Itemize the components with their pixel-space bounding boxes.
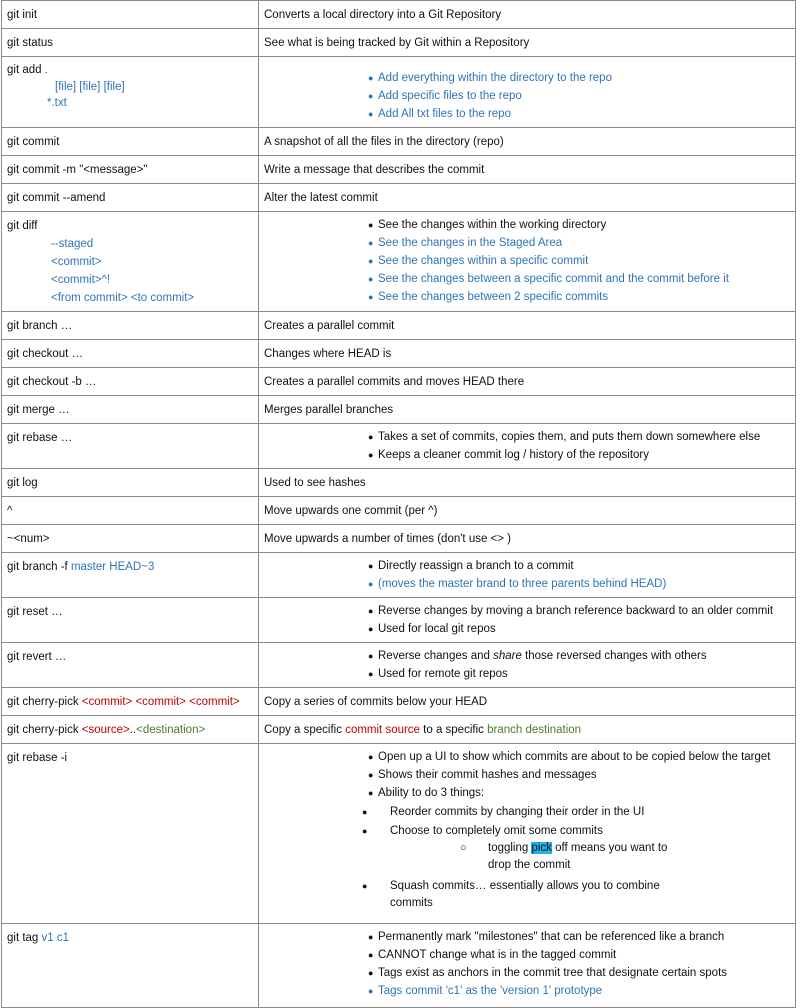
command-source: <source> [81,724,130,736]
command-destination: <destination> [136,724,206,736]
description-text: Converts a local directory into a Git Repository [264,9,502,21]
table-row [2,598,796,643]
table-row [2,497,796,525]
command-cell [2,688,259,716]
description-cell [259,29,796,57]
table-row [2,312,796,340]
description-cell [259,396,796,424]
command-text: git tag [7,932,39,944]
table-row [2,525,796,553]
command-cell [2,924,259,1008]
description-text: Copy a specific [264,724,346,736]
command-cell [2,598,259,643]
description-cell [259,368,796,396]
table-row [2,128,796,156]
bullet-item: ● See the changes between a specific commit and the commit before it [370,270,790,288]
description-text: to a specific [419,724,488,736]
description-cell [259,553,796,598]
bullet-text: off means you want to drop the commit [488,842,668,871]
description-cell [259,212,796,312]
command-text: git status [7,37,54,49]
description-cell [259,156,796,184]
description-text: Move upwards one commit (per ^) [264,505,438,517]
command-cell [2,424,259,469]
bullet-item: ● Used for local git repos [370,620,790,638]
table-row [2,368,796,396]
description-text: Merges parallel branches [264,404,394,416]
bullet-item: ● See the changes within a specific commit [370,252,790,270]
bullet-item: ● See the changes between 2 specific commits [370,288,790,306]
bullet-item: ● Tags commit 'c1' as the 'version 1' prototype [370,982,790,1000]
bullet-item: ● Add specific files to the repo [370,87,790,105]
table-row [2,469,796,497]
description-cell [259,643,796,688]
command-cell [2,29,259,57]
bullet-item: ● Keeps a cleaner commit log / history of the repository [370,446,790,464]
description-cell [259,57,796,128]
command-sub: . [44,65,48,76]
command-text: git init [7,9,38,21]
emphasis-text: share [493,650,522,662]
command-cell [2,57,259,128]
table-row [2,643,796,688]
description-cell [259,312,796,340]
table-row [2,212,796,312]
command-cell [2,716,259,744]
command-text: git commit [7,136,60,148]
description-cell [259,184,796,212]
command-cell [2,525,259,553]
command-text: git branch … [7,320,73,332]
description-cell [259,688,796,716]
table-row [2,744,796,924]
bullet-item: ● Reverse changes by moving a branch reference backward to an older commit [370,602,790,620]
description-cell [259,340,796,368]
bullet-item: ● Tags exist as anchors in the commit tree that designate certain spots [370,964,790,982]
table-row [2,553,796,598]
bullet-item: ● See the changes within the working directory [370,216,790,234]
command-cell [2,156,259,184]
table-row [2,1,796,29]
bullet-item: ● Shows their commit hashes and messages [370,766,790,784]
bullet-text: toggling [488,842,532,854]
bullet-item: ● Ability to do 3 things: [370,784,790,802]
command-cell [2,497,259,525]
table-row [2,57,796,128]
command-arg: v1 c1 [41,932,70,944]
command-text: git merge … [7,404,70,416]
description-cell [259,924,796,1008]
description-text: Used to see hashes [264,477,366,489]
command-sub: *.txt [47,97,67,109]
command-text: git commit -m "<message>" [7,164,148,176]
description-text: Alter the latest commit [264,192,378,204]
table-row [2,688,796,716]
command-separator: .. [129,724,137,736]
command-text: git rebase -i [7,752,68,764]
description-cell [259,598,796,643]
command-text: git diff [7,220,38,232]
command-sub: <commit>^! [51,274,111,286]
description-cell [259,497,796,525]
description-text: Move upwards a number of times (don't use <> ) [264,533,512,545]
command-text: git cherry-pick [7,724,79,736]
bullet-item: ● Add All txt files to the repo [370,105,790,123]
description-text: Creates a parallel commits and moves HEAD there [264,376,525,388]
description-cell [259,128,796,156]
highlighted-text: pick [531,842,552,854]
command-cell [2,340,259,368]
command-cell [2,212,259,312]
sub-bullet-item: ● Reorder commits by changing their order in the UI [390,804,790,821]
command-cell [2,469,259,497]
command-text: ~<num> [7,533,50,545]
git-commands-table [1,0,796,1008]
command-cell [2,643,259,688]
command-cell [2,744,259,924]
command-text: git checkout -b … [7,376,97,388]
description-text: Copy a series of commits below your HEAD [264,696,488,708]
bullet-item [370,647,790,665]
bullet-item: ● Add everything within the directory to the repo [370,69,790,87]
description-cell [259,525,796,553]
command-arg: master HEAD~3 [70,561,155,573]
description-highlight: branch destination [487,724,582,736]
command-cell [2,553,259,598]
command-sub: <commit> [51,256,102,268]
description-cell [259,744,796,924]
description-cell [259,469,796,497]
table-row [2,424,796,469]
command-cell [2,396,259,424]
description-cell [259,1,796,29]
command-sub: --staged [51,238,94,250]
table-row [2,396,796,424]
command-cell [2,128,259,156]
command-text: git reset … [7,606,63,618]
description-text: Changes where HEAD is [264,348,392,360]
command-text: git checkout … [7,348,84,360]
bullet-item: ● Permanently mark "milestones" that can be referenced like a branch [370,928,790,946]
description-cell [259,424,796,469]
command-text: git rebase … [7,432,73,444]
command-text: git cherry-pick [7,696,79,708]
sub-sub-bullet-item [488,840,678,874]
command-sub: [file] [file] [file] [55,81,125,93]
bullet-item: ● Takes a set of commits, copies them, and puts them down somewhere else [370,428,790,446]
description-text: Write a message that describes the commit [264,164,485,176]
bullet-item: ● Used for remote git repos [370,665,790,683]
table-row [2,716,796,744]
bullet-text: those reversed changes with others [521,650,707,662]
bullet-item: ● (moves the master brand to three parents behind HEAD) [370,575,790,593]
command-text: git revert … [7,651,67,663]
bullet-item: ● Directly reassign a branch to a commit [370,557,790,575]
table-row [2,340,796,368]
command-text: git add [7,64,42,76]
table-row [2,924,796,1008]
command-cell [2,184,259,212]
table-row [2,29,796,57]
command-sub: <from commit> <to commit> [51,292,195,304]
sub-bullet-item: ● Squash commits… essentially allows you to combine commits [390,878,690,912]
bullet-item: ● Open up a UI to show which commits are about to be copied below the target [370,748,790,766]
command-cell [2,312,259,340]
command-cell [2,1,259,29]
description-text: A snapshot of all the files in the directory (repo) [264,136,504,148]
command-cell [2,368,259,396]
table-row [2,184,796,212]
description-highlight: commit source [345,724,420,736]
command-text: git branch -f [7,561,68,573]
description-text: Creates a parallel commit [264,320,395,332]
bullet-item: ● See the changes in the Staged Area [370,234,790,252]
bullet-text: Reverse changes and [378,650,494,662]
sub-bullet-item: ● Choose to completely omit some commits [390,823,790,840]
command-text: git commit --amend [7,192,106,204]
description-cell [259,716,796,744]
bullet-item: ● CANNOT change what is in the tagged commit [370,946,790,964]
command-text: git log [7,477,38,489]
command-arg: <commit> <commit> <commit> [81,696,240,708]
table-row [2,156,796,184]
description-text: See what is being tracked by Git within a Repository [264,37,530,49]
command-text: ^ [7,505,13,517]
